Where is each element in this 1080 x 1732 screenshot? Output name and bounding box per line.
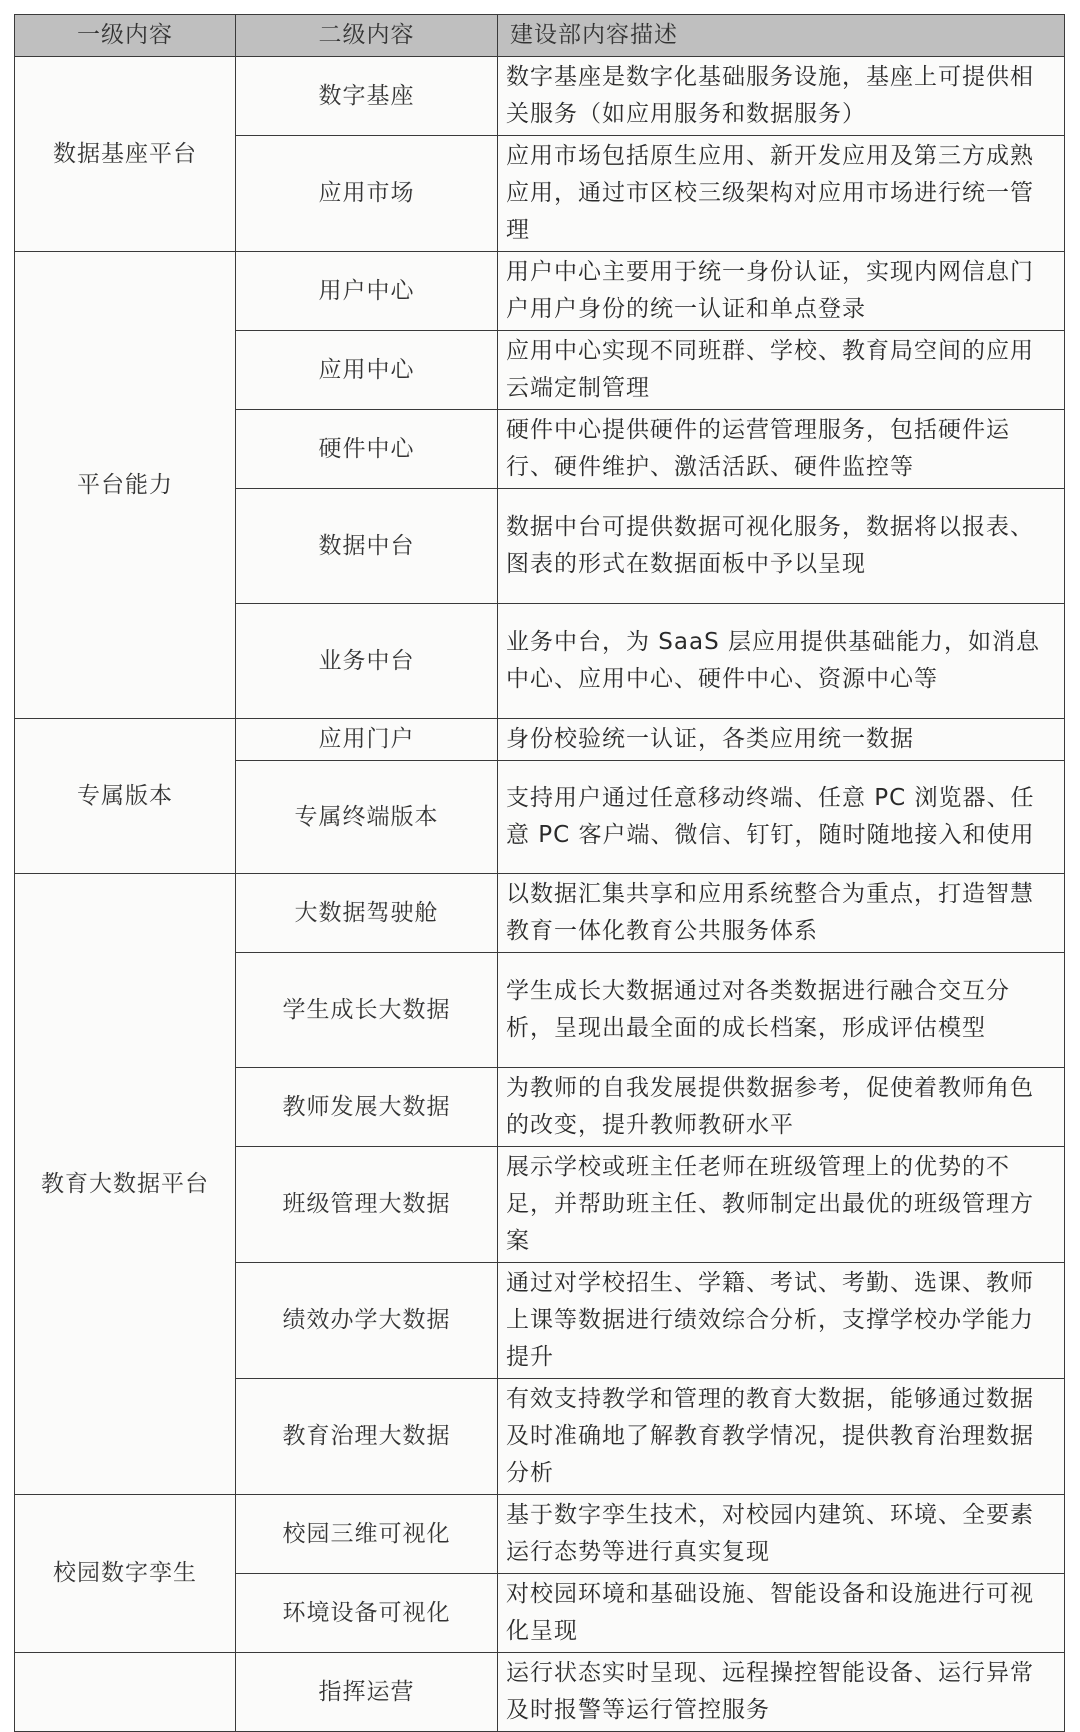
level2-cell: 应用门户: [236, 719, 498, 761]
table-row: [15, 252, 1065, 331]
level2-cell: 学生成长大数据: [236, 953, 498, 1068]
level2-cell: 应用市场: [236, 136, 498, 252]
description-cell: 有效支持教学和管理的教育大数据，能够通过数据及时准确地了解教育教学情况，提供教育治理数据分析: [498, 1379, 1065, 1495]
level2-cell: 教育治理大数据: [236, 1379, 498, 1495]
description-cell: 应用市场包括原生应用、新开发应用及第三方成熟应用，通过市区校三级架构对应用市场进行统一管理: [498, 136, 1065, 252]
level1-cell: 数据基座平台: [15, 57, 236, 252]
level2-cell: 教师发展大数据: [236, 1068, 498, 1147]
table-row: [15, 1495, 1065, 1574]
description-cell: 以数据汇集共享和应用系统整合为重点，打造智慧教育一体化教育公共服务体系: [498, 874, 1065, 953]
level1-cell: 校园数字孪生: [15, 1495, 236, 1653]
description-cell: 应用中心实现不同班群、学校、教育局空间的应用云端定制管理: [498, 331, 1065, 410]
table-row: [15, 57, 1065, 136]
level2-cell: 应用中心: [236, 331, 498, 410]
header-level1: 一级内容: [15, 15, 236, 57]
level2-cell: 硬件中心: [236, 410, 498, 489]
description-cell: 展示学校或班主任老师在班级管理上的优势的不足，并帮助班主任、教师制定出最优的班级管理方案: [498, 1147, 1065, 1263]
description-cell: 用户中心主要用于统一身份认证，实现内网信息门户用户身份的统一认证和单点登录: [498, 252, 1065, 331]
description-cell: 业务中台，为 SaaS 层应用提供基础能力，如消息中心、应用中心、硬件中心、资源中心等: [498, 604, 1065, 719]
level2-cell: 环境设备可视化: [236, 1574, 498, 1653]
level2-cell: 业务中台: [236, 604, 498, 719]
description-cell: 支持用户通过任意移动终端、任意 PC 浏览器、任意 PC 客户端、微信、钉钉，随时随地接入和使用: [498, 761, 1065, 874]
level2-cell: 指挥运营: [236, 1653, 498, 1732]
level2-cell: 数字基座: [236, 57, 498, 136]
description-cell: 基于数字孪生技术，对校园内建筑、环境、全要素运行态势等进行真实复现: [498, 1495, 1065, 1574]
description-cell: 为教师的自我发展提供数据参考，促使着教师角色的改变，提升教师教研水平: [498, 1068, 1065, 1147]
description-cell: 数字基座是数字化基础服务设施，基座上可提供相关服务（如应用服务和数据服务）: [498, 57, 1065, 136]
level1-cell: 专属版本: [15, 719, 236, 874]
header-description: 建设部内容描述: [498, 15, 1065, 57]
level2-cell: 校园三维可视化: [236, 1495, 498, 1574]
header-level2: 二级内容: [236, 15, 498, 57]
description-cell: 硬件中心提供硬件的运营管理服务，包括硬件运行、硬件维护、激活活跃、硬件监控等: [498, 410, 1065, 489]
level2-cell: 大数据驾驶舱: [236, 874, 498, 953]
table-row: [15, 719, 1065, 761]
level2-cell: 班级管理大数据: [236, 1147, 498, 1263]
description-cell: 运行状态实时呈现、远程操控智能设备、运行异常及时报警等运行管控服务: [498, 1653, 1065, 1732]
level1-cell: [15, 1653, 236, 1732]
description-cell: 数据中台可提供数据可视化服务，数据将以报表、图表的形式在数据面板中予以呈现: [498, 489, 1065, 604]
level1-cell: 平台能力: [15, 252, 236, 719]
description-cell: 学生成长大数据通过对各类数据进行融合交互分析，呈现出最全面的成长档案，形成评估模型: [498, 953, 1065, 1068]
description-cell: 身份校验统一认证，各类应用统一数据: [498, 719, 1065, 761]
description-cell: 通过对学校招生、学籍、考试、考勤、选课、教师上课等数据进行绩效综合分析，支撑学校办学能力提升: [498, 1263, 1065, 1379]
level2-cell: 专属终端版本: [236, 761, 498, 874]
table-row: [15, 874, 1065, 953]
level2-cell: 数据中台: [236, 489, 498, 604]
construction-content-table: [14, 14, 1065, 1732]
level2-cell: 用户中心: [236, 252, 498, 331]
level2-cell: 绩效办学大数据: [236, 1263, 498, 1379]
description-cell: 对校园环境和基础设施、智能设备和设施进行可视化呈现: [498, 1574, 1065, 1653]
table-row: [15, 1653, 1065, 1732]
level1-cell: 教育大数据平台: [15, 874, 236, 1495]
table-header-row: [15, 15, 1065, 57]
